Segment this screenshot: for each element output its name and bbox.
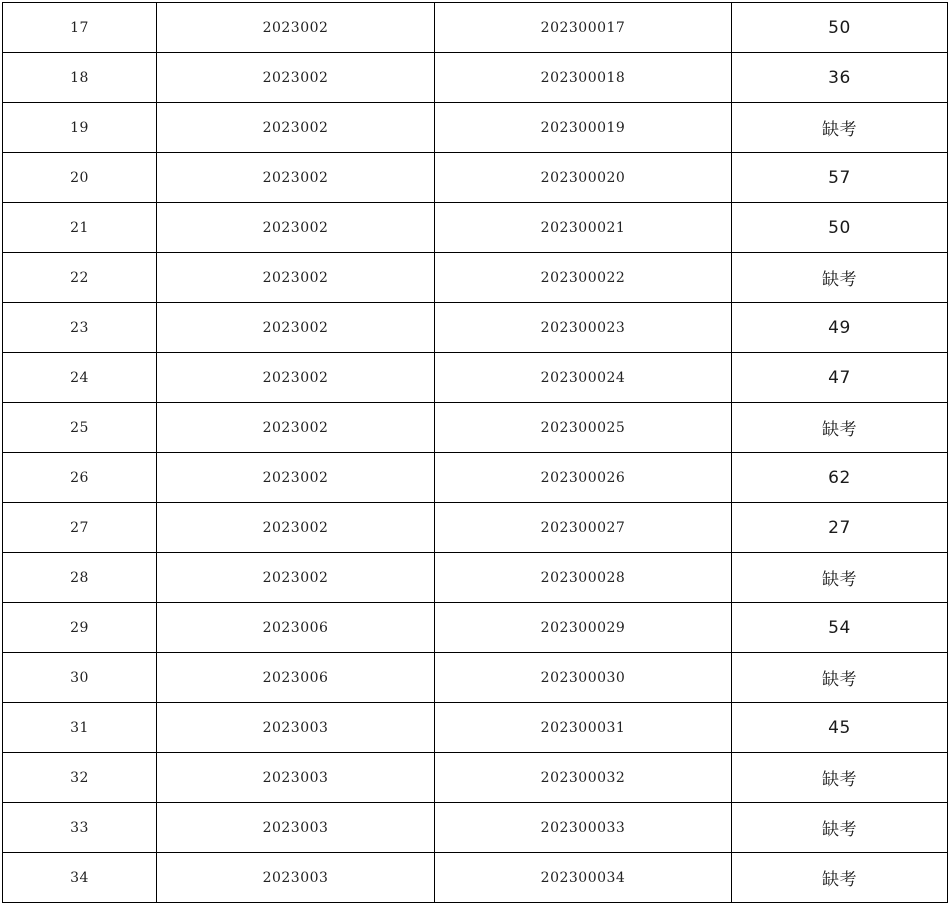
table-row bbox=[3, 353, 948, 403]
ticket-number-cell: 202300026 bbox=[435, 453, 732, 503]
score-cell: 缺考 bbox=[732, 653, 948, 703]
score-cell: 45 bbox=[732, 703, 948, 753]
table-row bbox=[3, 403, 948, 453]
table-row bbox=[3, 603, 948, 653]
score-cell: 50 bbox=[732, 3, 948, 53]
table-row bbox=[3, 153, 948, 203]
seq-cell: 25 bbox=[3, 403, 157, 453]
ticket-number-cell: 202300023 bbox=[435, 303, 732, 353]
position-code-cell: 2023003 bbox=[157, 803, 435, 853]
ticket-number-cell: 202300030 bbox=[435, 653, 732, 703]
score-cell: 47 bbox=[732, 353, 948, 403]
position-code-cell: 2023002 bbox=[157, 53, 435, 103]
ticket-number-cell: 202300019 bbox=[435, 103, 732, 153]
table-row bbox=[3, 303, 948, 353]
table-row bbox=[3, 203, 948, 253]
seq-cell: 19 bbox=[3, 103, 157, 153]
seq-cell: 18 bbox=[3, 53, 157, 103]
ticket-number-cell: 202300034 bbox=[435, 853, 732, 903]
seq-cell: 26 bbox=[3, 453, 157, 503]
position-code-cell: 2023002 bbox=[157, 353, 435, 403]
table-row bbox=[3, 653, 948, 703]
seq-cell: 17 bbox=[3, 3, 157, 53]
seq-cell: 30 bbox=[3, 653, 157, 703]
score-cell: 36 bbox=[732, 53, 948, 103]
score-cell: 缺考 bbox=[732, 553, 948, 603]
ticket-number-cell: 202300024 bbox=[435, 353, 732, 403]
table-row bbox=[3, 53, 948, 103]
ticket-number-cell: 202300025 bbox=[435, 403, 732, 453]
position-code-cell: 2023002 bbox=[157, 203, 435, 253]
score-cell: 缺考 bbox=[732, 753, 948, 803]
position-code-cell: 2023002 bbox=[157, 303, 435, 353]
position-code-cell: 2023002 bbox=[157, 403, 435, 453]
score-cell: 缺考 bbox=[732, 253, 948, 303]
score-cell: 缺考 bbox=[732, 403, 948, 453]
seq-cell: 28 bbox=[3, 553, 157, 603]
ticket-number-cell: 202300027 bbox=[435, 503, 732, 553]
table-row bbox=[3, 453, 948, 503]
seq-cell: 33 bbox=[3, 803, 157, 853]
position-code-cell: 2023006 bbox=[157, 603, 435, 653]
position-code-cell: 2023002 bbox=[157, 103, 435, 153]
ticket-number-cell: 202300018 bbox=[435, 53, 732, 103]
seq-cell: 34 bbox=[3, 853, 157, 903]
ticket-number-cell: 202300022 bbox=[435, 253, 732, 303]
seq-cell: 22 bbox=[3, 253, 157, 303]
score-cell: 缺考 bbox=[732, 103, 948, 153]
table-row bbox=[3, 853, 948, 903]
score-table bbox=[2, 2, 948, 903]
table-row bbox=[3, 253, 948, 303]
position-code-cell: 2023006 bbox=[157, 653, 435, 703]
position-code-cell: 2023002 bbox=[157, 253, 435, 303]
table-row bbox=[3, 503, 948, 553]
seq-cell: 23 bbox=[3, 303, 157, 353]
seq-cell: 24 bbox=[3, 353, 157, 403]
score-table-body bbox=[3, 3, 948, 903]
position-code-cell: 2023002 bbox=[157, 3, 435, 53]
ticket-number-cell: 202300017 bbox=[435, 3, 732, 53]
score-cell: 62 bbox=[732, 453, 948, 503]
score-cell: 50 bbox=[732, 203, 948, 253]
ticket-number-cell: 202300020 bbox=[435, 153, 732, 203]
seq-cell: 21 bbox=[3, 203, 157, 253]
position-code-cell: 2023002 bbox=[157, 503, 435, 553]
ticket-number-cell: 202300033 bbox=[435, 803, 732, 853]
ticket-number-cell: 202300029 bbox=[435, 603, 732, 653]
table-row bbox=[3, 553, 948, 603]
seq-cell: 27 bbox=[3, 503, 157, 553]
table-row bbox=[3, 803, 948, 853]
ticket-number-cell: 202300028 bbox=[435, 553, 732, 603]
table-row bbox=[3, 3, 948, 53]
score-cell: 27 bbox=[732, 503, 948, 553]
table-row bbox=[3, 753, 948, 803]
seq-cell: 31 bbox=[3, 703, 157, 753]
seq-cell: 32 bbox=[3, 753, 157, 803]
position-code-cell: 2023003 bbox=[157, 753, 435, 803]
score-cell: 49 bbox=[732, 303, 948, 353]
position-code-cell: 2023002 bbox=[157, 453, 435, 503]
seq-cell: 20 bbox=[3, 153, 157, 203]
ticket-number-cell: 202300032 bbox=[435, 753, 732, 803]
table-row bbox=[3, 103, 948, 153]
seq-cell: 29 bbox=[3, 603, 157, 653]
score-cell: 缺考 bbox=[732, 853, 948, 903]
position-code-cell: 2023002 bbox=[157, 153, 435, 203]
ticket-number-cell: 202300021 bbox=[435, 203, 732, 253]
score-cell: 缺考 bbox=[732, 803, 948, 853]
score-cell: 54 bbox=[732, 603, 948, 653]
position-code-cell: 2023003 bbox=[157, 853, 435, 903]
table-row bbox=[3, 703, 948, 753]
score-cell: 57 bbox=[732, 153, 948, 203]
position-code-cell: 2023002 bbox=[157, 553, 435, 603]
ticket-number-cell: 202300031 bbox=[435, 703, 732, 753]
position-code-cell: 2023003 bbox=[157, 703, 435, 753]
